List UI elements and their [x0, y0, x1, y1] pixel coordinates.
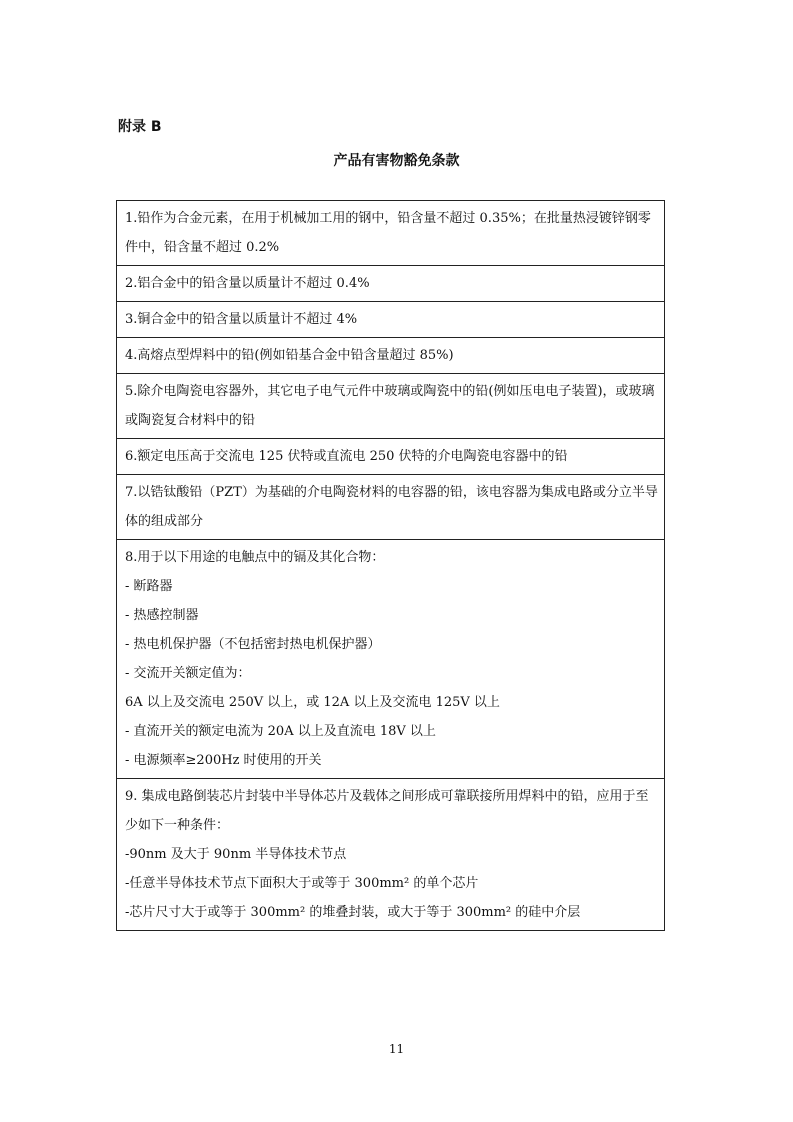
clause-list-item: -芯片尺寸大于或等于 300mm² 的堆叠封装，或大于等于 300mm² 的硅中介层 — [125, 905, 581, 920]
clause-row-3 — [117, 302, 664, 338]
clause-row-2 — [117, 266, 664, 302]
clause-row-7 — [117, 475, 664, 540]
clause-text-line: 7.以锆钛酸铅（PZT）为基础的介电陶瓷材料的电容器的铅，该电容器为集成电路或分立半导 — [125, 485, 658, 500]
clause-text-line: 少如下一种条件： — [125, 818, 230, 833]
clause-text-line: 9. 集成电路倒装芯片封装中半导体芯片及载体之间形成可靠联接所用焊料中的铅，应用于至 — [125, 789, 649, 804]
clause-text-line: 8.用于以下用途的电触点中的镉及其化合物： — [125, 550, 385, 565]
clause-row-4 — [117, 338, 664, 374]
clause-row-9 — [117, 779, 664, 930]
clause-list-item: - 电源频率≥200Hz 时使用的开关 — [125, 753, 322, 768]
clause-text-line: 或陶瓷复合材料中的铅 — [125, 413, 256, 428]
clause-row-5 — [117, 374, 664, 439]
clause-text-line: 件中，铅含量不超过 0.2% — [125, 240, 280, 255]
clause-list-item: - 热感控制器 — [125, 608, 199, 623]
clause-text-line: 5.除介电陶瓷电容器外，其它电子电气元件中玻璃或陶瓷中的铅(例如压电电子装置)，或玻璃 — [125, 384, 655, 399]
page-number: 11 — [388, 1042, 405, 1056]
clause-list-item: - 断路器 — [125, 579, 173, 594]
clause-row-8 — [117, 540, 664, 779]
exemption-clauses-table — [116, 200, 665, 931]
clause-row-6 — [117, 439, 664, 475]
clause-text-line: 2.铝合金中的铅含量以质量计不超过 0.4% — [125, 276, 370, 291]
clause-text-line: 4.高熔点型焊料中的铅(例如铅基合金中铅含量超过 85%) — [125, 348, 454, 363]
clause-row-1 — [117, 201, 664, 266]
clause-text-line: 1.铅作为合金元素，在用于机械加工用的钢中，铅含量不超过 0.35%；在批量热浸镀锌钢零 — [125, 211, 651, 226]
clause-list-item: 6A 以上及交流电 250V 以上，或 12A 以上及交流电 125V 以上 — [125, 695, 500, 710]
clause-list-item: -任意半导体技术节点下面积大于或等于 300mm² 的单个芯片 — [125, 876, 479, 891]
clause-text-line: 3.铜合金中的铅含量以质量计不超过 4% — [125, 312, 358, 327]
clause-list-item: - 热电机保护器（不包括密封热电机保护器） — [125, 637, 381, 652]
clause-list-item: - 直流开关的额定电流为 20A 以上及直流电 18V 以上 — [125, 724, 436, 739]
appendix-label: 附录 B — [118, 119, 162, 135]
clause-list-item: - 交流开关额定值为： — [125, 666, 251, 681]
clause-list-item: -90nm 及大于 90nm 半导体技术节点 — [125, 847, 347, 862]
clause-text-line: 6.额定电压高于交流电 125 伏特或直流电 250 伏特的介电陶瓷电容器中的铅 — [125, 449, 568, 464]
clause-text-line: 体的组成部分 — [125, 514, 204, 529]
page-title: 产品有害物豁免条款 — [333, 153, 460, 169]
